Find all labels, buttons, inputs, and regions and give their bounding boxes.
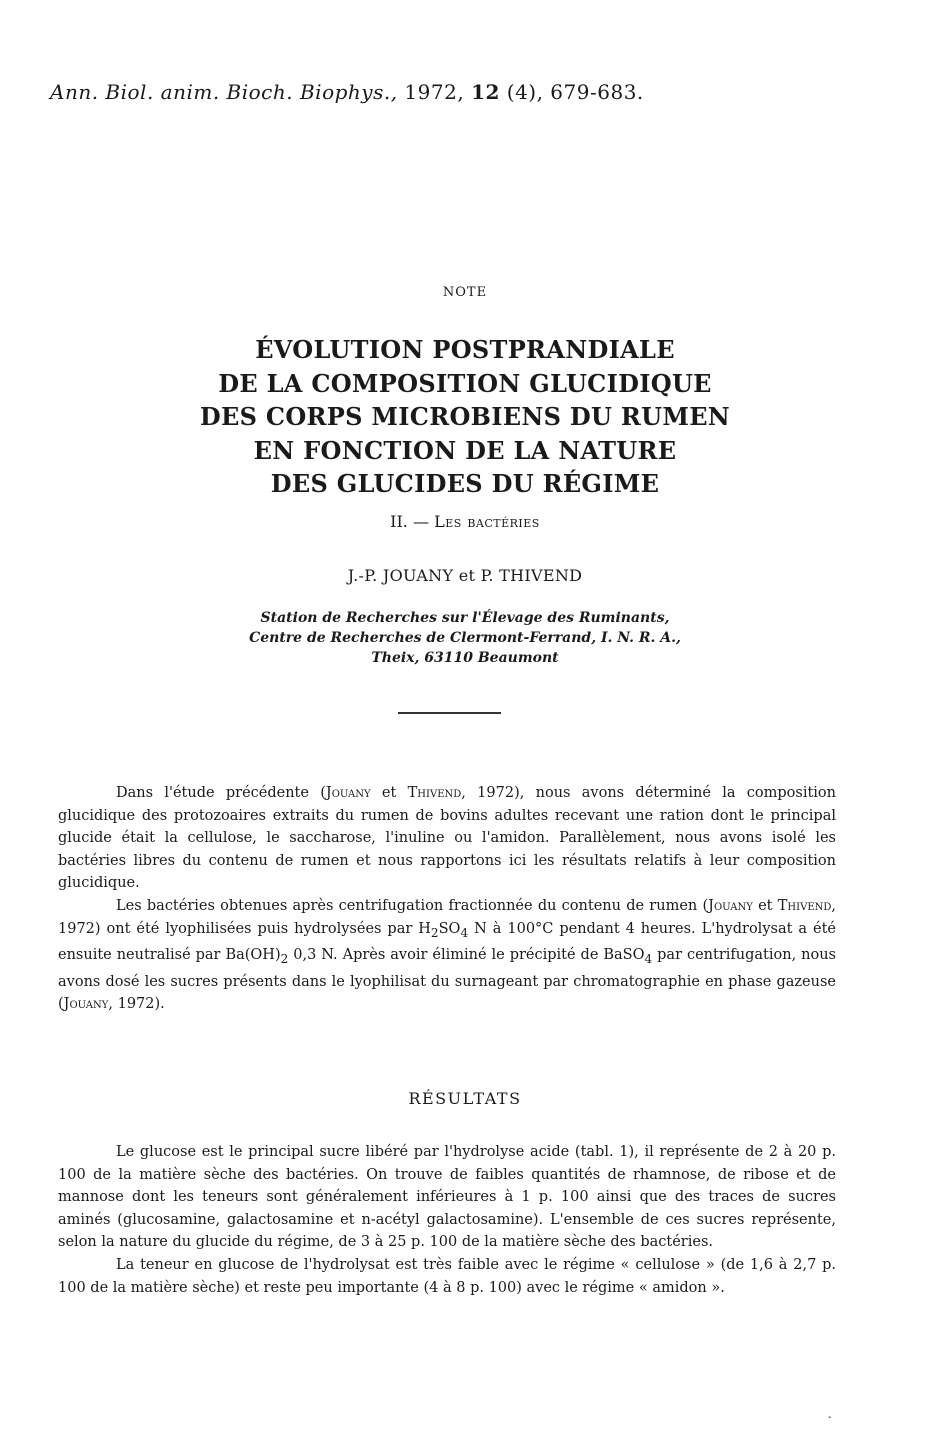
article-subtitle <box>0 512 930 531</box>
text-run: , 1972), nous avons déterminé la composition glucidique des protozoaires extraits du rumen de bovins adultes recevant une ration dont le principal glucide était la cellulose, le saccharose, l'inuline ou l'amidon. Parallèlement, nous avons isolé les bactéries libres du contenu de rumen et nous rapportons ici les résultats relatifs à leur composition glucidique. <box>58 785 837 892</box>
title-line: DES CORPS MICROBIENS DU RUMEN <box>199 402 731 431</box>
title-line: ÉVOLUTION POSTPRANDIALE <box>255 335 675 364</box>
text-run: Dans l'étude précédente ( <box>116 785 326 801</box>
results-body <box>58 1141 836 1299</box>
subscript: 2 <box>430 925 439 940</box>
citation-author: Thivend <box>407 785 462 801</box>
subtitle-number: II. — <box>390 512 435 531</box>
text-run: 0,3 N. Après avoir éliminé le précipité de BaSO <box>288 947 645 964</box>
text-run: par centrifugation, nous avons dosé les sucres présents dans le lyophilisat du surnageant par chromatographie en phase gazeuse ( <box>58 947 836 1013</box>
citation-author: Jouany <box>708 897 753 914</box>
affiliation-line: Station de Recherches sur l'Élevage des Ruminants, <box>260 610 670 626</box>
citation-author: Jouany <box>325 785 371 801</box>
title-line: DES GLUCIDES DU RÉGIME <box>270 469 660 498</box>
page-mark: - <box>828 1412 832 1423</box>
text-run: et <box>370 785 408 801</box>
subtitle-text: Les bactéries <box>434 512 540 531</box>
journal-reference <box>50 80 644 104</box>
journal-year: 1972, <box>397 80 472 104</box>
affiliation-line: Theix, 63110 Beaumont <box>371 650 559 666</box>
subscript: 4 <box>644 951 653 966</box>
citation-author: Jouany <box>63 996 109 1013</box>
citation-author: Thivend <box>777 897 832 914</box>
article-title <box>0 333 930 501</box>
title-line: DE LA COMPOSITION GLUCIDIQUE <box>218 368 712 398</box>
text-run: et <box>752 897 778 914</box>
journal-volume: 12 <box>471 80 500 104</box>
section-divider <box>398 712 501 714</box>
intro-paragraph-2 <box>58 895 836 1016</box>
text-run: , 1972). <box>108 996 165 1013</box>
affiliation <box>0 608 930 668</box>
results-paragraph-1: Le glucose est le principal sucre libéré par l'hydrolyse acide (tabl. 1), il représente de 2 à 20 p. 100 de la matière sèche des bactéries. On trouve de faibles quantités de rhamnose, de ribose et de mannose dont les teneurs sont généralement inférieures à 1 p. 100 ainsi que des traces de sucres aminés (glucosamine, galactosamine et n-acétyl galactosamine). L'ensemble de ces sucres représente, selon la nature du glucide du régime, de 3 à 25 p. 100 de la matière sèche des bactéries. <box>58 1144 836 1251</box>
text-run: N à 100°C pendant 4 heures. L'hydrolysat a été ensuite neutralisé par Ba(OH) <box>58 920 836 964</box>
journal-issue-pages: (4), 679-683. <box>499 80 644 104</box>
authors: J.-P. JOUANY et P. THIVEND <box>347 566 583 585</box>
results-heading: RÉSULTATS <box>408 1089 522 1108</box>
note-label: NOTE <box>442 285 488 300</box>
intro-paragraph-1 <box>58 782 836 895</box>
introduction <box>58 782 836 1016</box>
text-run: Les bactéries obtenues après centrifugation fractionnée du contenu de rumen ( <box>116 897 709 914</box>
subscript: 2 <box>280 951 289 966</box>
journal-title: Ann. Biol. anim. Bioch. Biophys., <box>50 80 398 104</box>
title-line: EN FONCTION DE LA NATURE <box>253 435 677 465</box>
text-run: , 1972) ont été lyophilisées puis hydrolysées par H <box>58 897 836 937</box>
affiliation-line: Centre de Recherches de Clermont-Ferrand, I. N. R. A., <box>249 630 681 646</box>
text-run: SO <box>438 920 461 937</box>
subscript: 4 <box>460 925 469 940</box>
results-paragraph-2: La teneur en glucose de l'hydrolysat est très faible avec le régime « cellulose » (de 1,6 à 2,7 p. 100 de la matière sèche) et reste peu importante (4 à 8 p. 100) avec le régime « amidon ». <box>58 1256 836 1296</box>
